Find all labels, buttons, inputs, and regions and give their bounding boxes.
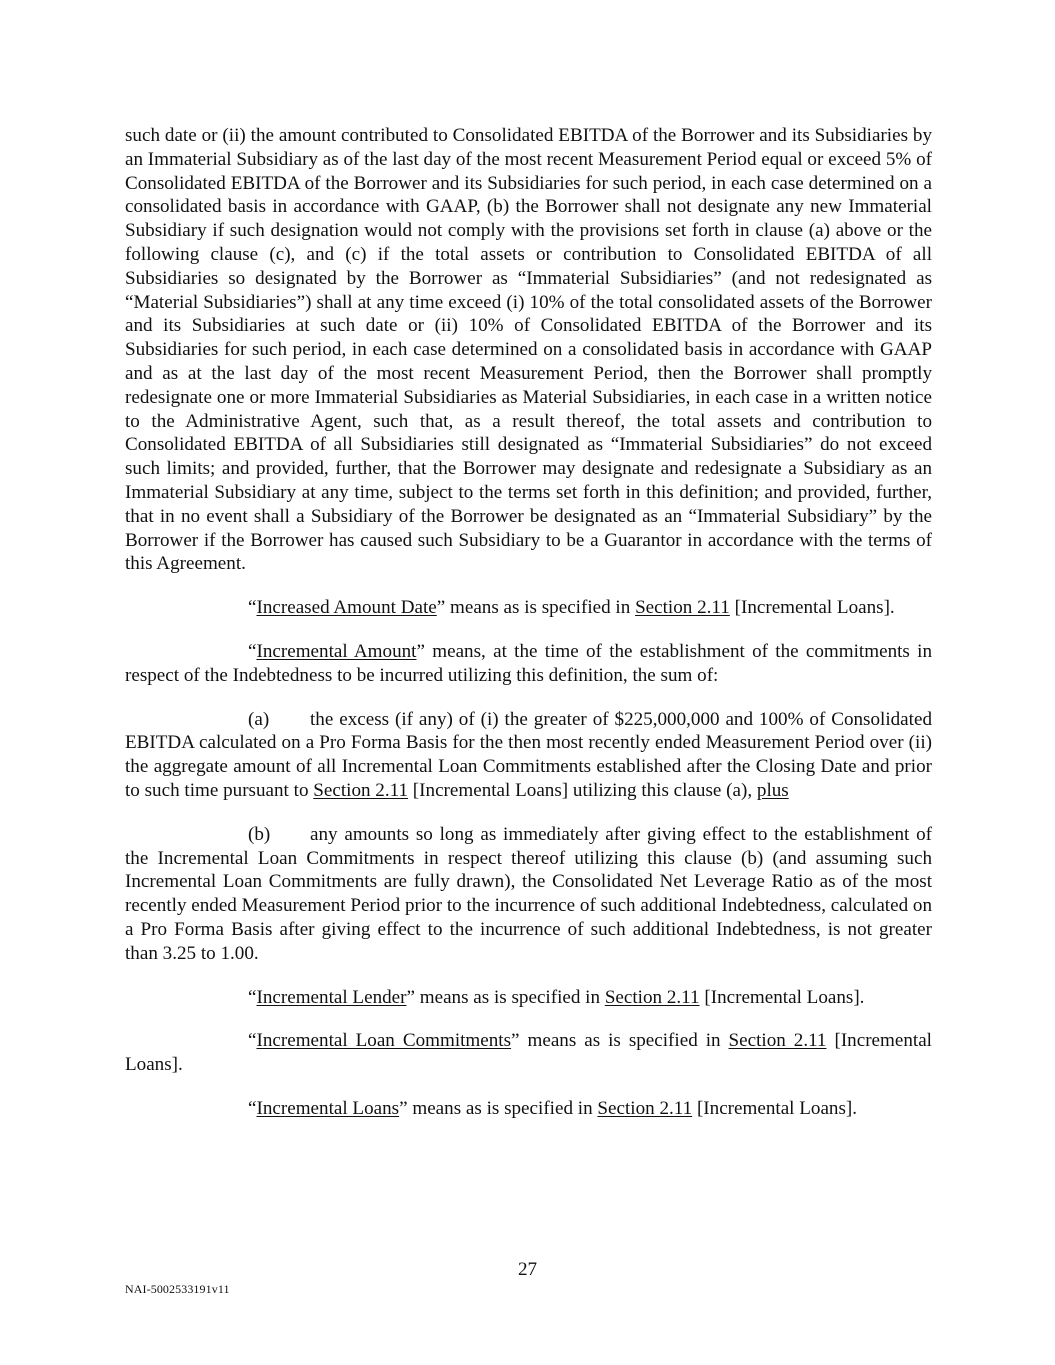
definition-incremental-loan-commitments bbox=[125, 1029, 932, 1077]
open-quote: “ bbox=[248, 986, 257, 1008]
definition-tail: [Incremental Loans]. bbox=[699, 986, 865, 1008]
clause-text: the excess (if any) of (i) the greater of $225,000,000 and 100% of Consolidated EBITDA calculated on a Pro Forma Basis for the then most recently ended Measurement Period over (ii) the aggregate amount of all Incremental Loan Commitments established after the Closing Date and prior to such time pursuant to bbox=[125, 708, 932, 801]
defined-term: Increased Amount Date bbox=[256, 597, 437, 619]
open-quote: “ bbox=[248, 1030, 257, 1052]
clause-b bbox=[125, 823, 932, 966]
definition-text: ” means as is specified in bbox=[406, 986, 605, 1008]
clause-label: (b) bbox=[248, 823, 271, 845]
defined-term: Incremental Loan Commitments bbox=[256, 1030, 512, 1052]
definition-incremental-loans bbox=[125, 1097, 932, 1121]
page-body bbox=[125, 124, 932, 1121]
section-reference: Section 2.11 bbox=[313, 779, 409, 801]
definition-text: ” means as is specified in bbox=[436, 597, 636, 619]
definition-incremental-lender bbox=[125, 986, 932, 1010]
section-reference: Section 2.11 bbox=[597, 1097, 693, 1119]
open-quote: “ bbox=[248, 640, 257, 662]
clause-a bbox=[125, 708, 932, 803]
definition-incremental-amount bbox=[125, 640, 932, 688]
open-quote: “ bbox=[248, 597, 257, 619]
clause-text-after: [Incremental Loans] utilizing this clause (a), bbox=[408, 779, 757, 801]
defined-term: Incremental Amount bbox=[256, 640, 417, 662]
definition-text: ” means, at the time of the establishment of the commitments in respect of the Indebtedness to be incurred utilizing this definition, the sum of: bbox=[125, 640, 932, 686]
definition-tail: [Incremental Loans]. bbox=[125, 1030, 932, 1076]
page-number: 27 bbox=[517, 1259, 538, 1280]
section-reference: Section 2.11 bbox=[604, 986, 700, 1008]
plus-connector: plus bbox=[756, 779, 789, 801]
defined-term: Incremental Lender bbox=[256, 986, 407, 1008]
definition-text: ” means as is specified in bbox=[399, 1097, 598, 1119]
open-quote: “ bbox=[248, 1097, 257, 1119]
section-reference: Section 2.11 bbox=[728, 1030, 827, 1052]
defined-term: Incremental Loans bbox=[256, 1097, 400, 1119]
definition-text: ” means as is specified in bbox=[511, 1030, 729, 1052]
paragraph-text: such date or (ii) the amount contributed to Consolidated EBITDA of the Borrower and its Subsidiaries by an Immaterial Subsidiary as of the last day of the most recent Measurement Period equal or exceed 5% of Consolidated EBITDA of the Borrower and its Subsidiaries for such period, in each case determined on a consolidated basis in accordance with GAAP, (b) the Borrower shall not designate any new Immaterial Subsidiary if such designation would not comply with the provisions set forth in clause (a) above or the following clause (c), and (c) if the total assets or contribution to Consolidated EBITDA of all Subsidiaries so designated by the Borrower as “Immaterial Subsidiaries” (and not redesignated as “Material Subsidiaries”) shall at any time exceed (i) 10% of the total consolidated assets of the Borrower and its Subsidiaries at such date or (ii) 10% of Consolidated EBITDA of the Borrower and its Subsidiaries for such period, in each case determined on a consolidated basis in accordance with GAAP and as at the last day of the most recent Measurement Period, then the Borrower shall promptly redesignate one or more Immaterial Subsidiaries as Material Subsidiaries, in each case in a written notice to the Administrative Agent, such that, as a result thereof, the total assets and contribution to Consolidated EBITDA of all Subsidiaries still designated as “Immaterial Subsidiaries” do not exceed such limits; and provided, further, that the Borrower may designate and redesignate a Subsidiary as an Immaterial Subsidiary at any time, subject to the terms set forth in this definition; and provided, further, that in no event shall a Subsidiary of the Borrower be designated as an “Immaterial Subsidiary” by the Borrower if the Borrower has caused such Subsidiary to be a Guarantor in accordance with the terms of this Agreement. bbox=[125, 125, 932, 575]
definition-tail: [Incremental Loans]. bbox=[729, 597, 895, 619]
document-id: NAI-5002533191v11 bbox=[125, 1282, 230, 1296]
clause-label: (a) bbox=[248, 708, 270, 730]
clause-text: any amounts so long as immediately after giving effect to the establishment of the Incremental Loan Commitments in respect thereof utilizing this clause (b) (and assuming such Incremental Loan Commitments are fully drawn), the Consolidated Net Leverage Ratio as of the most recently ended Measurement Period prior to the incurrence of such additional Indebtedness, calculated on a Pro Forma Basis after giving effect to the incurrence of such additional Indebtedness, is not greater than 3.25 to 1.00. bbox=[125, 823, 932, 964]
section-reference: Section 2.11 bbox=[635, 597, 730, 619]
definition-tail: [Incremental Loans]. bbox=[692, 1097, 858, 1119]
definition-increased-amount-date bbox=[125, 596, 932, 620]
immaterial-subsidiary-definition-continuation bbox=[125, 124, 932, 576]
